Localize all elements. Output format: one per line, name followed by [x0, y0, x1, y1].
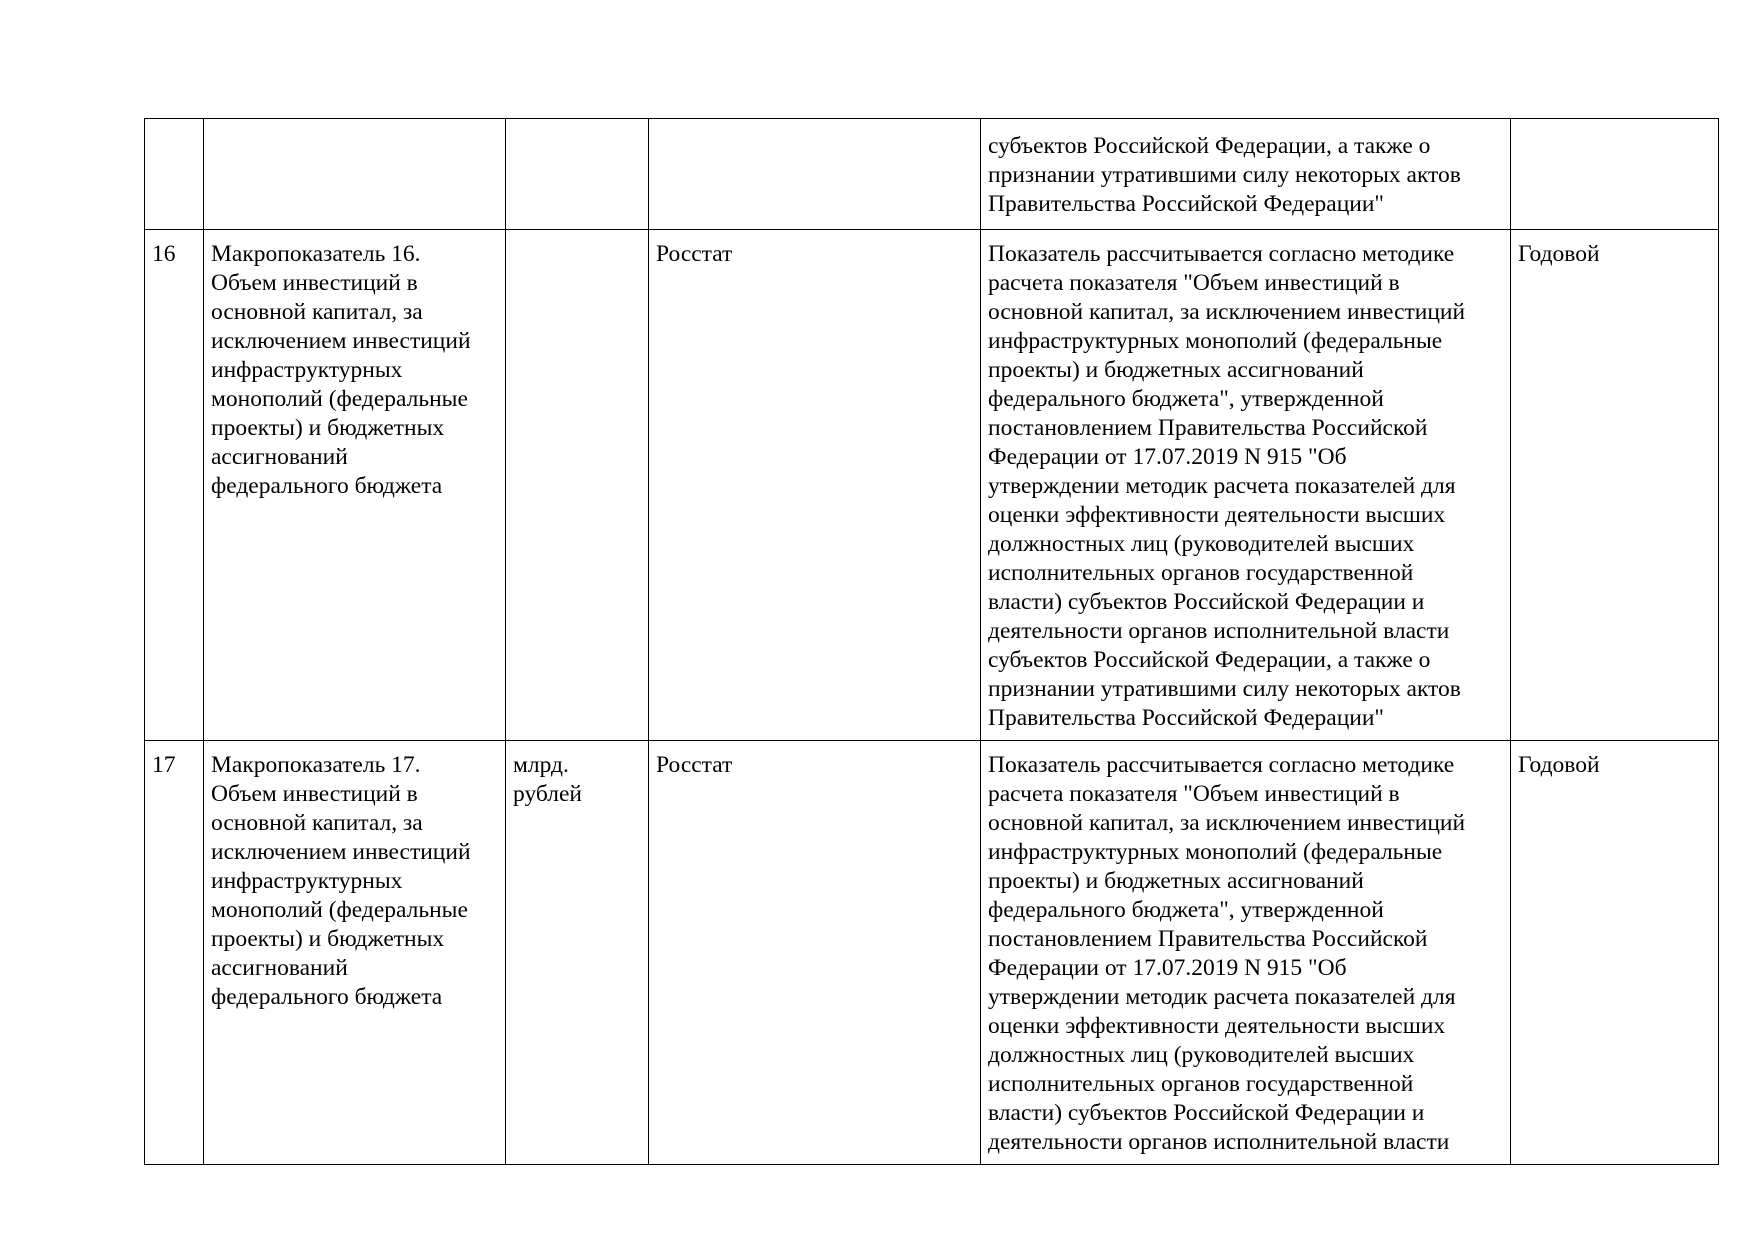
cell-unit [506, 230, 649, 741]
table-row-16 [145, 230, 1719, 741]
cell-source: Росстат [649, 741, 981, 1165]
cell-number [145, 119, 204, 230]
cell-periodicity [1511, 119, 1719, 230]
cell-periodicity: Годовой [1511, 230, 1719, 741]
cell-source [649, 119, 981, 230]
cell-methodology: Показатель рассчитывается согласно методике расчета показателя "Объем инвестиций в основной капитал, за исключением инвестиций инфраструктурных монополий (федеральные проекты) и бюджетных ассигнований федерального бюджета", утвержденной постановлением Правительства Российской Федерации от 17.07.2019 N 915 "Об утверждении методик расчета показателей для оценки эффективности деятельности высших должностных лиц (руководителей высших исполнительных органов государственной власти) субъектов Российской Федерации и деятельности органов исполнительной власти [981, 741, 1511, 1165]
cell-source: Росстат [649, 230, 981, 741]
cell-unit [506, 119, 649, 230]
table-row-17 [145, 741, 1719, 1165]
cell-indicator-name [204, 119, 506, 230]
cell-methodology: Показатель рассчитывается согласно методике расчета показателя "Объем инвестиций в основной капитал, за исключением инвестиций инфраструктурных монополий (федеральные проекты) и бюджетных ассигнований федерального бюджета", утвержденной постановлением Правительства Российской Федерации от 17.07.2019 N 915 "Об утверждении методик расчета показателей для оценки эффективности деятельности высших должностных лиц (руководителей высших исполнительных органов государственной власти) субъектов Российской Федерации и деятельности органов исполнительной власти субъектов Российской Федерации, а также о признании утратившими силу некоторых актов Правительства Российской Федерации" [981, 230, 1511, 741]
cell-indicator-name: Макропоказатель 17. Объем инвестиций в основной капитал, за исключением инвестиций инфраструктурных монополий (федеральные проекты) и бюджетных ассигнований федерального бюджета [204, 741, 506, 1165]
table-row-continuation [145, 119, 1719, 230]
cell-periodicity: Годовой [1511, 741, 1719, 1165]
cell-methodology: субъектов Российской Федерации, а также о признании утратившими силу некоторых актов Правительства Российской Федерации" [981, 119, 1511, 230]
cell-unit: млрд. рублей [506, 741, 649, 1165]
cell-number: 16 [145, 230, 204, 741]
cell-indicator-name: Макропоказатель 16. Объем инвестиций в основной капитал, за исключением инвестиций инфраструктурных монополий (федеральные проекты) и бюджетных ассигнований федерального бюджета [204, 230, 506, 741]
indicators-table [144, 118, 1719, 1165]
cell-number: 17 [145, 741, 204, 1165]
